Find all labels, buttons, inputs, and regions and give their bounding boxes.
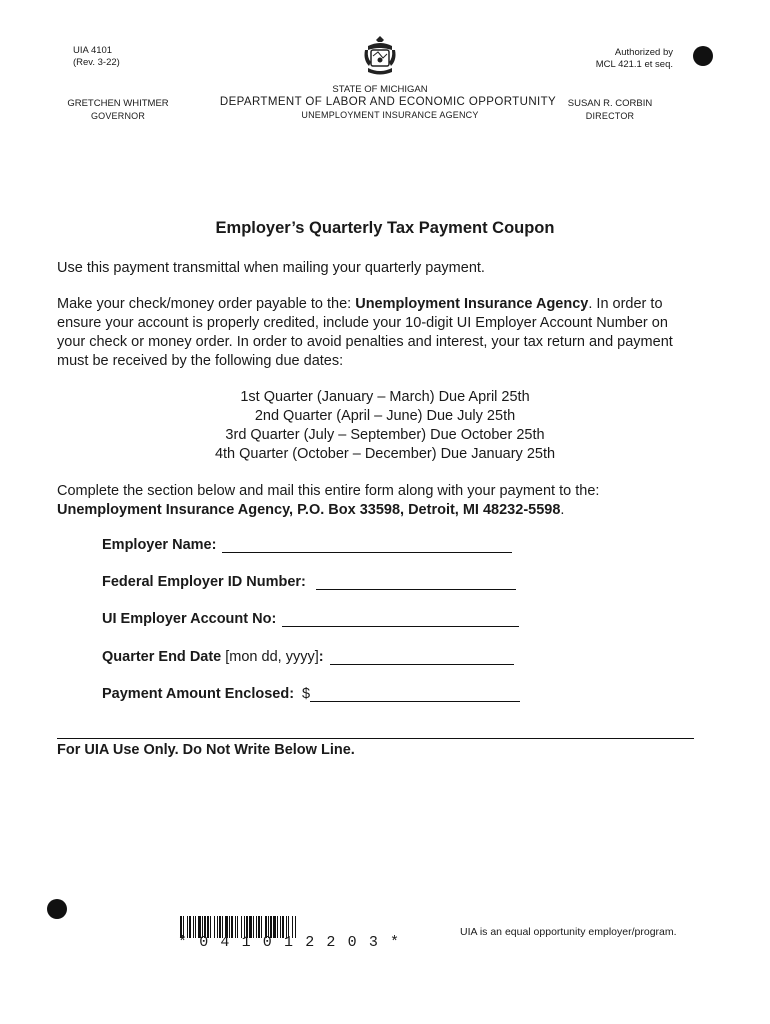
governor-name: GRETCHEN WHITMER xyxy=(67,98,169,109)
quarter-end-input[interactable] xyxy=(330,651,514,665)
fein-input[interactable] xyxy=(316,576,516,590)
payable-agency: Unemployment Insurance Agency xyxy=(355,296,589,312)
due-date-q1: 1st Quarter (January – March) Due April 25th xyxy=(240,389,530,405)
quarter-end-row xyxy=(102,649,514,665)
fein-row xyxy=(102,574,516,590)
due-date-q3: 3rd Quarter (July – September) Due October 25th xyxy=(225,427,545,443)
mail-instructions xyxy=(57,482,737,520)
director-title: DIRECTOR xyxy=(585,111,635,121)
payment-amount-input[interactable] xyxy=(310,688,520,702)
mail-address-end: . xyxy=(560,502,565,518)
mail-address: Unemployment Insurance Agency, P.O. Box 33598, Detroit, MI 48232-5598 xyxy=(57,502,561,518)
equal-opportunity-note: UIA is an equal opportunity employer/program. xyxy=(460,926,677,938)
authorized-by: Authorized by xyxy=(614,47,673,58)
michigan-state-seal-icon xyxy=(362,34,398,78)
due-date-q4: 4th Quarter (October – December) Due January 25th xyxy=(214,446,556,462)
quarter-end-format: [mon dd, yyyy] xyxy=(225,649,319,665)
fein-label: Federal Employer ID Number: xyxy=(102,574,306,590)
payable-line-4: must be received by the following due dates: xyxy=(57,353,344,369)
currency-symbol: $ xyxy=(302,686,311,702)
agency-name: UNEMPLOYMENT INSURANCE AGENCY xyxy=(301,110,479,120)
payable-paragraph xyxy=(57,295,717,371)
form-revision: (Rev. 3-22) xyxy=(73,57,120,68)
quarter-end-colon: : xyxy=(318,649,324,665)
payable-prefix: Make your check/money order payable to the: xyxy=(57,296,356,312)
mail-address-line xyxy=(57,501,737,520)
uia-use-only: For UIA Use Only. Do Not Write Below Line. xyxy=(57,742,355,758)
quarter-end-label: Quarter End Date xyxy=(102,649,222,665)
payable-line-3: your check or money order. In order to avoid penalties and interest, your tax return and payment xyxy=(57,334,673,350)
payable-line-1 xyxy=(57,295,717,314)
mail-line-1: Complete the section below and mail this entire form along with your payment to the: xyxy=(57,483,600,499)
state-name: STATE OF MICHIGAN xyxy=(332,84,428,95)
department-name: DEPARTMENT OF LABOR AND ECONOMIC OPPORTUNITY xyxy=(219,96,557,108)
ui-account-row xyxy=(102,611,519,627)
page-title: Employer’s Quarterly Tax Payment Coupon xyxy=(215,219,555,237)
payment-amount-label: Payment Amount Enclosed: xyxy=(102,686,295,702)
registration-dot-bottom xyxy=(47,899,67,919)
payment-amount-row xyxy=(102,686,520,702)
ui-account-label: UI Employer Account No: xyxy=(102,611,277,627)
due-date-q2: 2nd Quarter (April – June) Due July 25th xyxy=(254,408,516,424)
employer-name-label: Employer Name: xyxy=(102,537,217,553)
barcode-text: * 0 4 1 0 1 2 2 0 3 * xyxy=(178,934,401,951)
employer-name-input[interactable] xyxy=(222,539,512,553)
form-id: UIA 4101 xyxy=(73,45,113,56)
payable-rest: . In order to xyxy=(588,296,663,312)
authorized-statute: MCL 421.1 et seq. xyxy=(595,59,673,70)
intro-text: Use this payment transmittal when mailing your quarterly payment. xyxy=(57,260,485,276)
payable-line-2: ensure your account is properly credited, include your 10-digit UI Employer Account Number on xyxy=(57,315,668,331)
ui-account-input[interactable] xyxy=(282,613,519,627)
employer-name-row xyxy=(102,537,512,553)
due-dates-list xyxy=(0,388,770,464)
uia-divider xyxy=(57,738,694,739)
registration-dot-top xyxy=(693,46,713,66)
director-name: SUSAN R. CORBIN xyxy=(567,98,653,109)
governor-title: GOVERNOR xyxy=(90,111,146,121)
